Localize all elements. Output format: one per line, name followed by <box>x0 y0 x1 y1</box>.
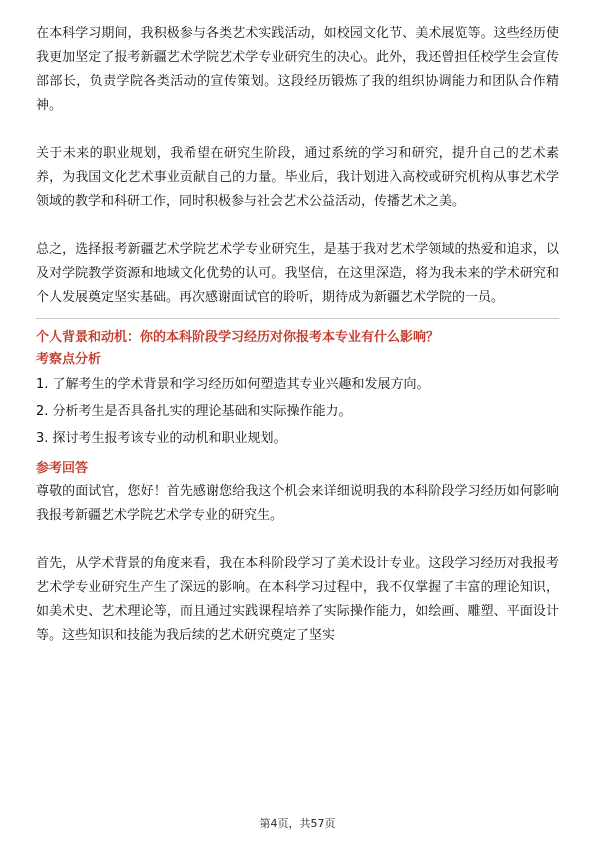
body-paragraph: 在本科学习期间，我积极参与各类艺术实践活动，如校园文化节、美术展览等。这些经历使我更加坚定了报考新疆艺术学院艺术学专业研究生的决心。此外，我还曾担任校学生会宣传部部长，负责学院各类活动的宣传策划。这段经历锻炼了我的组织协调能力和团队合作精神。 <box>36 26 559 113</box>
list-item: 3. 探讨考生报考该专业的动机和职业规划。 <box>36 431 287 446</box>
document-page <box>36 22 559 648</box>
body-paragraph: 关于未来的职业规划，我希望在研究生阶段，通过系统的学习和研究，提升自己的艺术素养，为我国文化艺术事业贡献自己的力量。毕业后，我计划进入高校或研究机构从事艺术学领域的教学和科研工作，同时积极参与社会艺术公益活动，传播艺术之美。 <box>36 146 559 209</box>
answer-paragraph: 尊敬的面试官，您好！首先感谢您给我这个机会来详细说明我的本科阶段学习经历如何影响我报考新疆艺术学院艺术学专业的研究生。 <box>36 484 559 523</box>
analysis-heading: 考察点分析 <box>36 352 102 367</box>
page-footer: 第4页，共57页 <box>259 817 336 830</box>
list-item: 2. 分析考生是否具备扎实的理论基础和实际操作能力。 <box>36 404 352 419</box>
answer-paragraph: 首先，从学术背景的角度来看，我在本科阶段学习了美术设计专业。这段学习经历对我报考艺术学专业研究生产生了深远的影响。在本科学习过程中，我不仅掌握了丰富的理论知识，如美术史、艺术理论等，而且通过实践课程培养了实际操作能力，如绘画、雕塑、平面设计等。这些知识和技能为我后续的艺术研究奠定了坚实 <box>36 556 559 643</box>
question-heading: 个人背景和动机：你的本科阶段学习经历对你报考本专业有什么影响？ <box>36 330 440 345</box>
paragraph-gap <box>36 528 559 552</box>
paragraph-gap <box>36 118 559 142</box>
section-divider <box>36 318 559 319</box>
answer-heading: 参考回答 <box>36 461 89 476</box>
body-paragraph: 总之，选择报考新疆艺术学院艺术学专业研究生，是基于我对艺术学领域的热爱和追求，以及对学院教学资源和地域文化优势的认可。我坚信，在这里深造，将为我未来的学术研究和个人发展奠定坚实基础。再次感谢面试官的聆听，期待成为新疆艺术学院的一员。 <box>36 242 559 305</box>
list-item: 1. 了解考生的学术背景和学习经历如何塑造其专业兴趣和发展方向。 <box>36 377 430 392</box>
paragraph-gap <box>36 214 559 238</box>
analysis-list <box>36 371 559 452</box>
